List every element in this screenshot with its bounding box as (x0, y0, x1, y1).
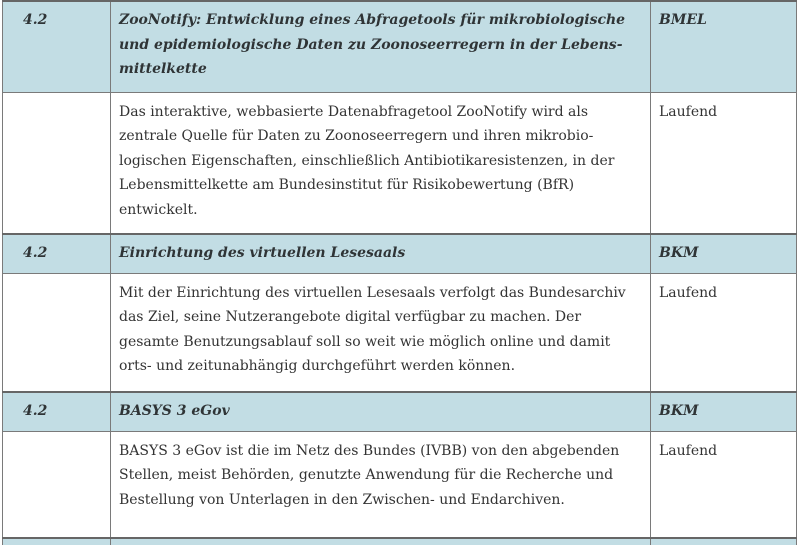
entry-description-text: Das interaktive, webbasierte Datenabfragetool ZooNotify wird als zentrale Quelle für Daten zu Zoonoseerregern und ihren mikrobiologischen Eigenschaften, einschließlich Antibiotikaresistenzen, in der Lebensmittelkette am Bundesinstitut für Risikobewertung (BfR) entwickelt. (119, 103, 615, 218)
entry-ministry: BMEL (651, 1, 797, 92)
edge-cell (651, 538, 797, 545)
entry-status (651, 431, 797, 538)
edge-cell (3, 538, 111, 545)
entry-title-line: und epidemiologische Daten zu Zoonoseerregern in der Lebens- (119, 36, 623, 53)
entry-body-row (3, 431, 797, 538)
entry-title (111, 234, 651, 273)
entry-title-line: BASYS 3 eGov (119, 403, 230, 419)
empty-cell (3, 273, 111, 392)
entry-status (651, 273, 797, 392)
entry-number: 4.2 (3, 392, 111, 431)
entry-description-text: BASYS 3 eGov ist die im Netz des Bundes (IVBB) von den abgebenden Stellen, meist Behörden, genutzte Anwendung für die Recherche und Bestellung von Unterlagen in den Zwischen- und Endarchiven. (119, 442, 620, 508)
entry-body-row (3, 273, 797, 392)
entry-body-row (3, 92, 797, 234)
edge-cell (111, 538, 651, 545)
entry-status-text: Laufend (659, 442, 718, 459)
entry-title (111, 1, 651, 92)
entry-title (111, 392, 651, 431)
entry-header-row (3, 392, 797, 431)
next-entry-edge (3, 538, 797, 545)
empty-cell (3, 431, 111, 538)
entry-status (651, 92, 797, 234)
entry-status-text: Laufend (659, 284, 718, 301)
entry-title-line: ZooNotify: Entwicklung eines Abfragetools für mikrobiologische (119, 12, 626, 28)
entry-description-text: Mit der Einrichtung des virtuellen Lesesaals verfolgt das Bundesarchiv das Ziel, seine Nutzerangebote digital verfügbar zu machen. Der gesamte Benutzungsablauf soll so weit wie möglich online und damit orts- und zeitunabhängig durchgeführt werden können. (119, 284, 626, 374)
entry-title-line: mittelkette (119, 61, 207, 77)
entry-ministry: BKM (651, 234, 797, 273)
entry-ministry: BKM (651, 392, 797, 431)
measures-table (2, 0, 797, 545)
entry-header-row (3, 234, 797, 273)
entry-description (111, 273, 651, 392)
entry-header-row (3, 1, 797, 92)
entry-number: 4.2 (3, 234, 111, 273)
entry-title-line: Einrichtung des virtuellen Lesesaals (119, 245, 406, 261)
entry-description (111, 431, 651, 538)
entry-status-text: Laufend (659, 103, 718, 120)
empty-cell (3, 92, 111, 234)
entry-description (111, 92, 651, 234)
entry-number: 4.2 (3, 1, 111, 92)
